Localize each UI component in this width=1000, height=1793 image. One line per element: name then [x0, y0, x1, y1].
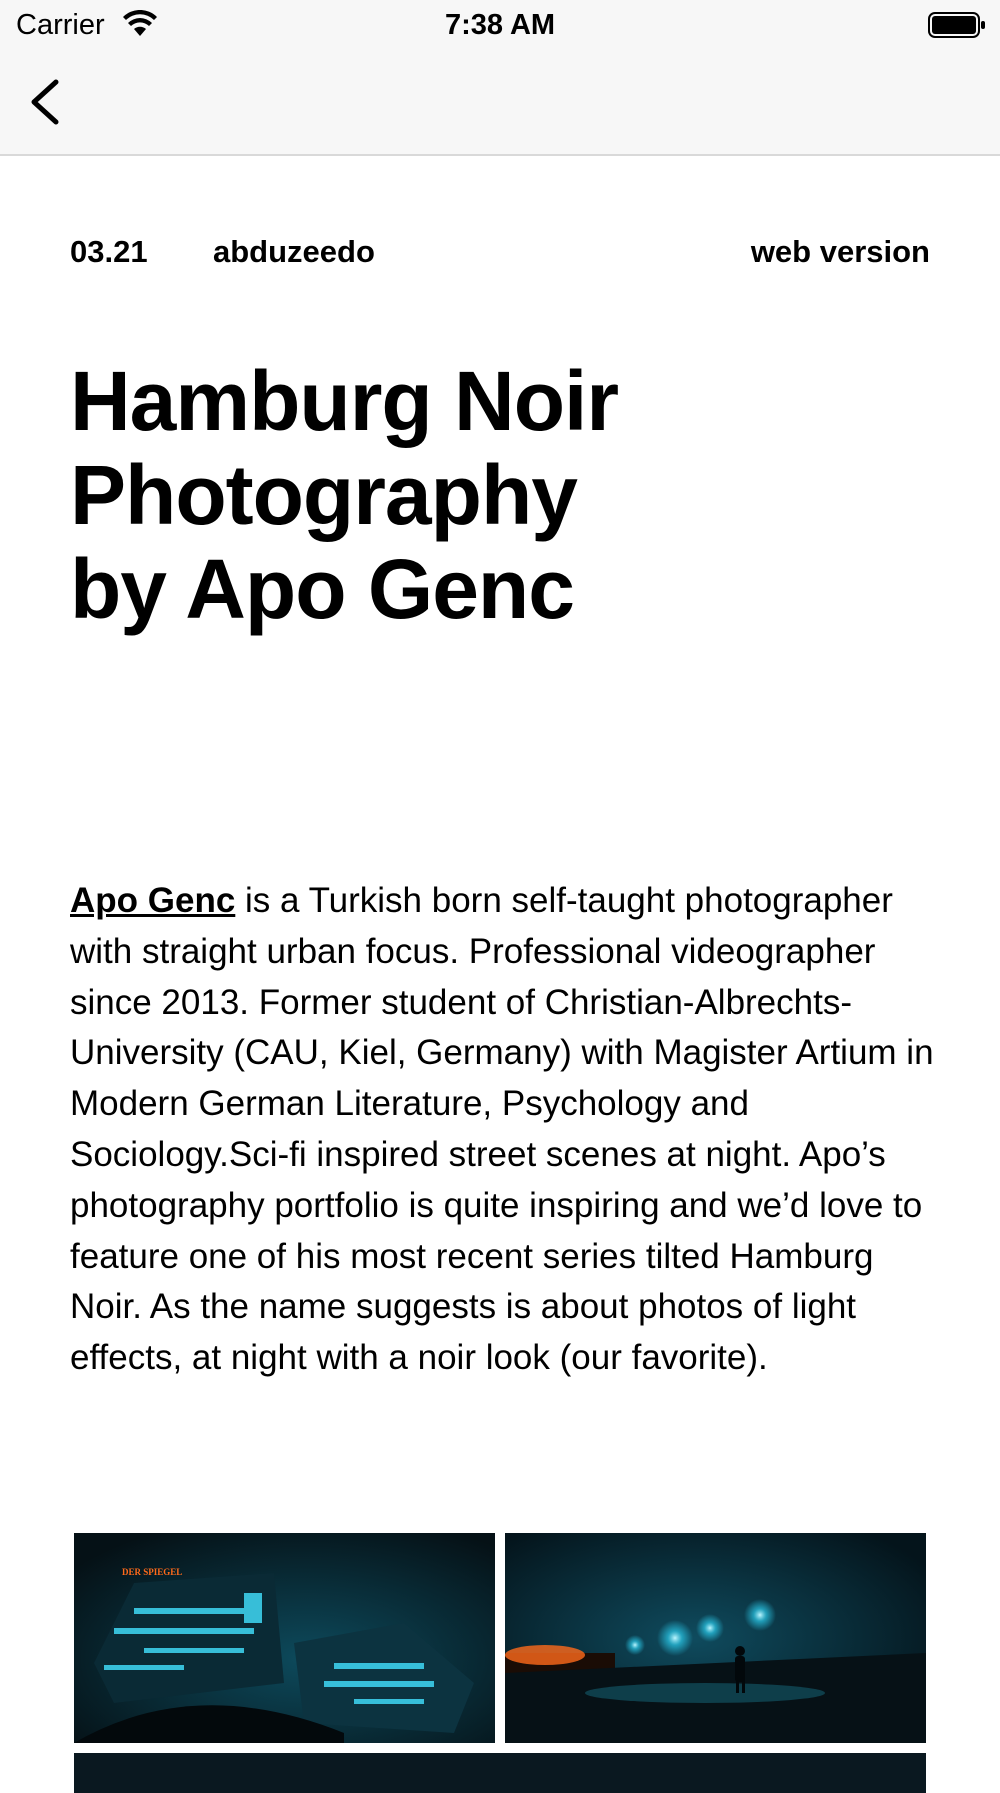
- intro-text: is a Turkish born self-taught photographer with straight urban focus. Professional videographer since 2013. Former student of Christian-Albrechts-University (CAU, Kiel, Germany) with Magister Artium in Modern German Literature, Psychology and Sociology.Sci-fi inspired street scenes at night. Apo’s photography portfolio is quite inspiring and we’d love to feature one of his most recent series tilted Hamburg Noir. As the name suggests is about photos of light effects, at night with a noir look (our favorite).: [70, 881, 934, 1378]
- back-button[interactable]: [22, 74, 78, 130]
- battery-icon: [928, 11, 986, 39]
- title-line: Photography: [70, 448, 577, 542]
- article-date: 03.21: [70, 234, 148, 269]
- article-intro: [70, 876, 950, 1384]
- article-meta: [0, 234, 1000, 274]
- article-author: abduzeedo: [213, 234, 375, 269]
- navigation-bar: [0, 50, 1000, 156]
- status-bar: [0, 0, 1000, 50]
- web-version-link[interactable]: web version: [750, 234, 930, 269]
- photo-sign-text: DER SPIEGEL: [122, 1567, 183, 1577]
- title-line: by Apo Genc: [70, 542, 574, 636]
- photographer-link[interactable]: Apo Genc: [70, 881, 236, 920]
- photo-street-lights[interactable]: [505, 1533, 926, 1743]
- photo-building-night[interactable]: [74, 1533, 495, 1743]
- chevron-left-icon: [22, 74, 78, 130]
- clock-time: 7:38 AM: [444, 9, 556, 41]
- photo-partial[interactable]: [74, 1753, 926, 1793]
- article-title: [70, 354, 930, 636]
- carrier-label: Carrier: [16, 9, 105, 41]
- title-line: Hamburg Noir: [70, 354, 619, 448]
